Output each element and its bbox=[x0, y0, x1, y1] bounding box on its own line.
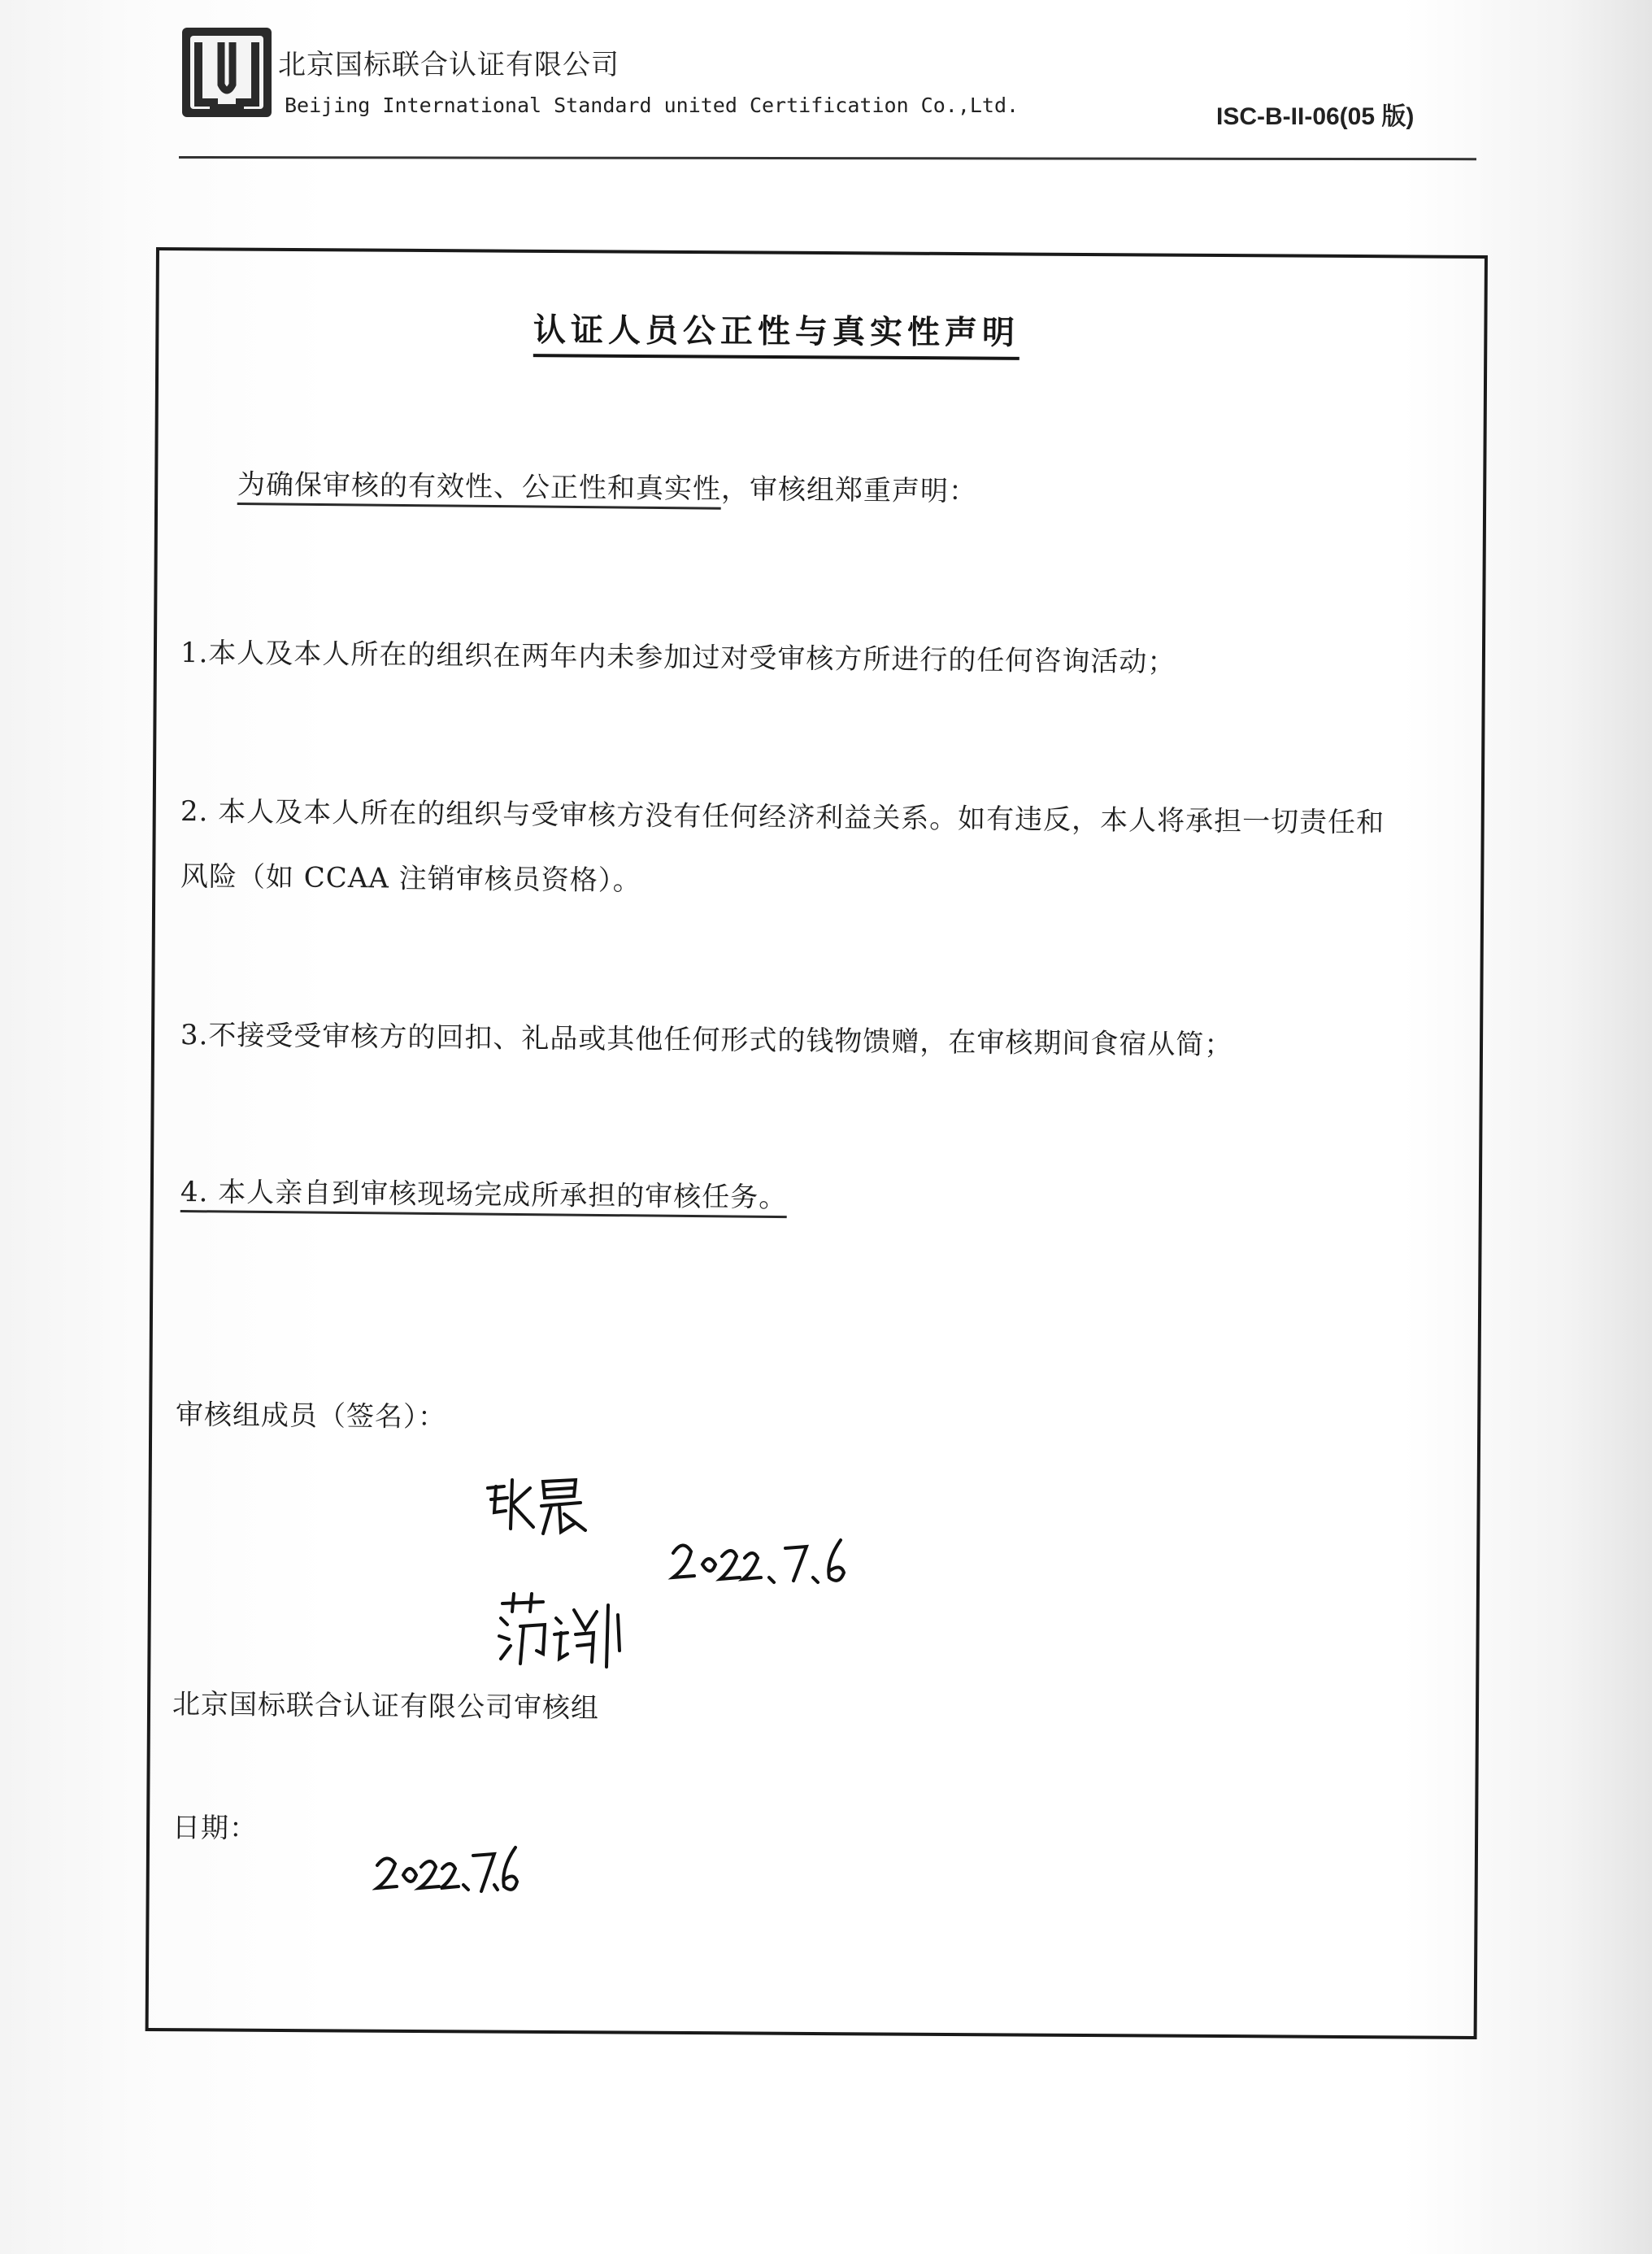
declaration-intro bbox=[237, 462, 977, 509]
signature-member-1 bbox=[480, 1464, 593, 1545]
company-logo-icon bbox=[179, 24, 275, 120]
intro-rest-text: ，审核组郑重声明： bbox=[720, 472, 978, 508]
date-label: 日期： bbox=[172, 1812, 259, 1846]
members-label: 审核组成员（签名）： bbox=[175, 1399, 447, 1434]
company-name-en: Beijing International Standard united Certification Co.,Ltd. bbox=[285, 94, 1019, 117]
declaration-title: 认证人员公正性与真实性声明 bbox=[533, 304, 1019, 360]
declaration-item-3: 3.不接受受审核方的回扣、礼品或其他任何形式的钱物馈赠，在审核期间食宿从简； bbox=[180, 1019, 1233, 1062]
signature-date-1 bbox=[667, 1529, 854, 1594]
declaration-item-2-cont: 风险（如 CCAA 注销审核员资格）。 bbox=[180, 860, 641, 898]
signature-date-2 bbox=[372, 1838, 519, 1903]
document-code: ISC-B-II-06(05 版) bbox=[1216, 103, 1415, 130]
item-4-underlined-text: 4. 本人亲自到审核现场完成所承担的审核任务。 bbox=[180, 1176, 788, 1218]
intro-underlined-text: 为确保审核的有效性、公正性和真实性 bbox=[237, 468, 721, 510]
company-name-cn: 北京国标联合认证有限公司 bbox=[278, 49, 620, 81]
declaration-item-1: 1.本人及本人所在的组织在两年内未参加过对受审核方所进行的任何咨询活动； bbox=[180, 637, 1176, 679]
audit-team-org: 北京国标联合认证有限公司审核组 bbox=[172, 1688, 600, 1725]
declaration-item-4 bbox=[180, 1169, 788, 1215]
signature-member-2 bbox=[496, 1586, 634, 1675]
declaration-item-2: 2. 本人及本人所在的组织与受审核方没有任何经济利益关系。如有违反，本人将承担一切责任和 bbox=[180, 795, 1385, 840]
declaration-frame bbox=[146, 247, 1488, 2039]
